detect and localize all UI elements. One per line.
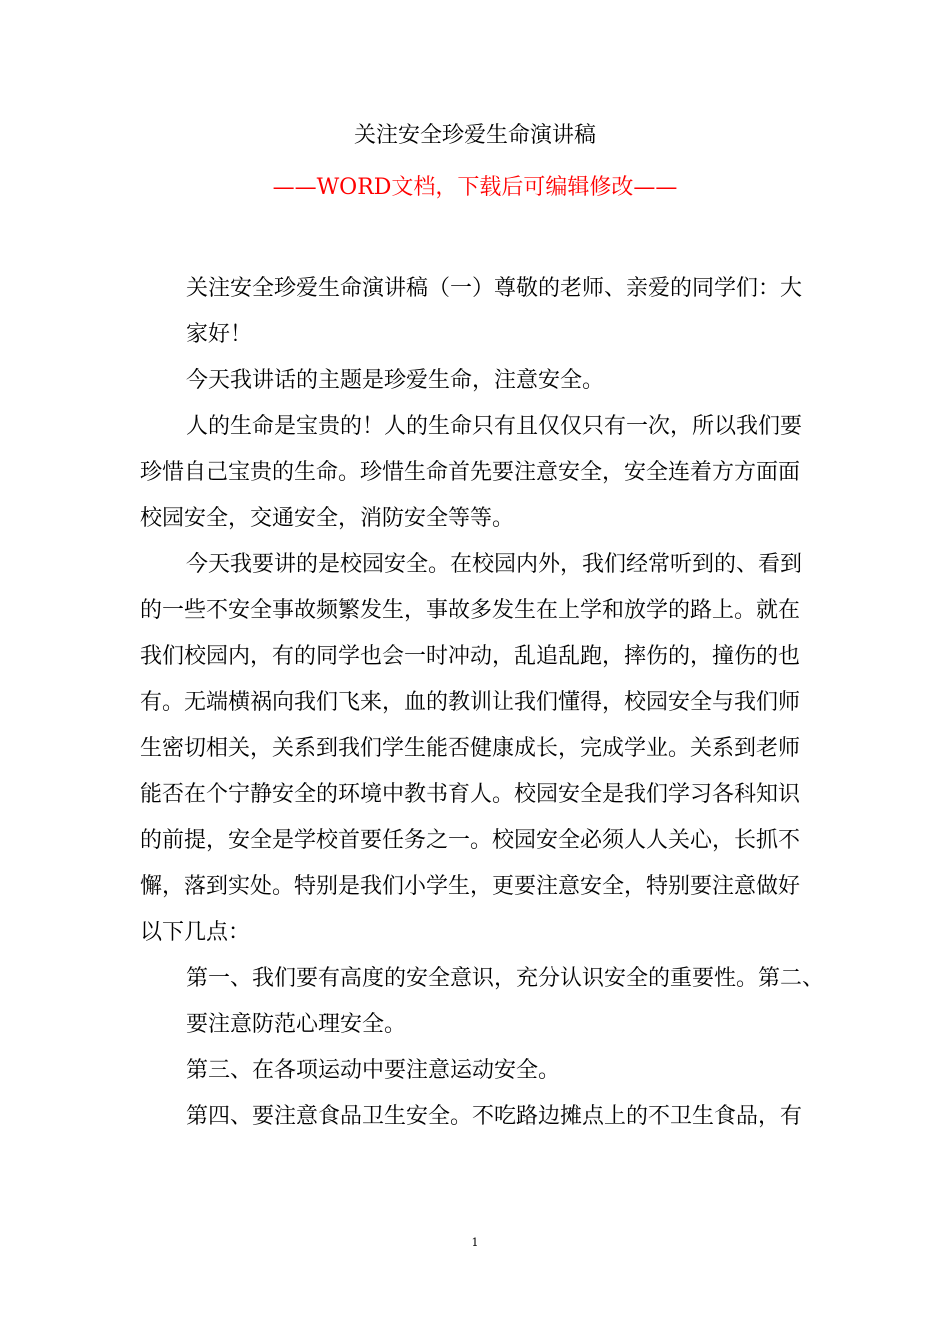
text-line: 的前提，安全是学校首要任务之一。校园安全必须人人关心，长抓不 [140, 828, 801, 853]
text-line: 以下几点： [140, 920, 251, 945]
text-line: 今天我讲话的主题是珍爱生命，注意安全。 [186, 368, 605, 393]
text-line: 有。无端横祸向我们飞来，血的教训让我们懂得，校园安全与我们师 [140, 690, 801, 715]
text-line: 能否在个宁静安全的环境中教书育人。校园安全是我们学习各科知识 [140, 782, 801, 807]
text-line: 要注意防范心理安全。 [186, 1012, 407, 1037]
text-line: 我们校园内，有的同学也会一时冲动，乱追乱跑，摔伤的，撞伤的也 [140, 644, 801, 669]
text-line: 校园安全，交通安全，消防安全等等。 [140, 506, 515, 531]
text-line: 的一些不安全事故频繁发生，事故多发生在上学和放学的路上。就在 [140, 598, 801, 623]
document-subtitle: ——WORD文档，下载后可编辑修改—— [272, 175, 678, 200]
text-line: 关注安全珍爱生命演讲稿（一）尊敬的老师、亲爱的同学们：大 [186, 276, 803, 301]
text-line: 第一、我们要有高度的安全意识，充分认识安全的重要性。第二、 [186, 966, 825, 991]
text-line: 生密切相关，关系到我们学生能否健康成长，完成学业。关系到老师 [140, 736, 801, 761]
page-number: 1 [471, 1236, 479, 1249]
document-title: 关注安全珍爱生命演讲稿 [353, 123, 596, 148]
text-line: 懈，落到实处。特别是我们小学生，更要注意安全，特别要注意做好 [140, 874, 801, 899]
text-line: 珍惜自己宝贵的生命。珍惜生命首先要注意安全，安全连着方方面面 [140, 460, 801, 485]
text-line: 第四、要注意食品卫生安全。不吃路边摊点上的不卫生食品，有 [186, 1104, 803, 1129]
text-line: 今天我要讲的是校园安全。在校园内外，我们经常听到的、看到 [186, 552, 803, 577]
document-body [140, 266, 830, 1140]
text-line: 家好！ [186, 322, 253, 347]
text-line: 第三、在各项运动中要注意运动安全。 [186, 1058, 561, 1083]
text-line: 人的生命是宝贵的！人的生命只有且仅仅只有一次，所以我们要 [186, 414, 803, 439]
